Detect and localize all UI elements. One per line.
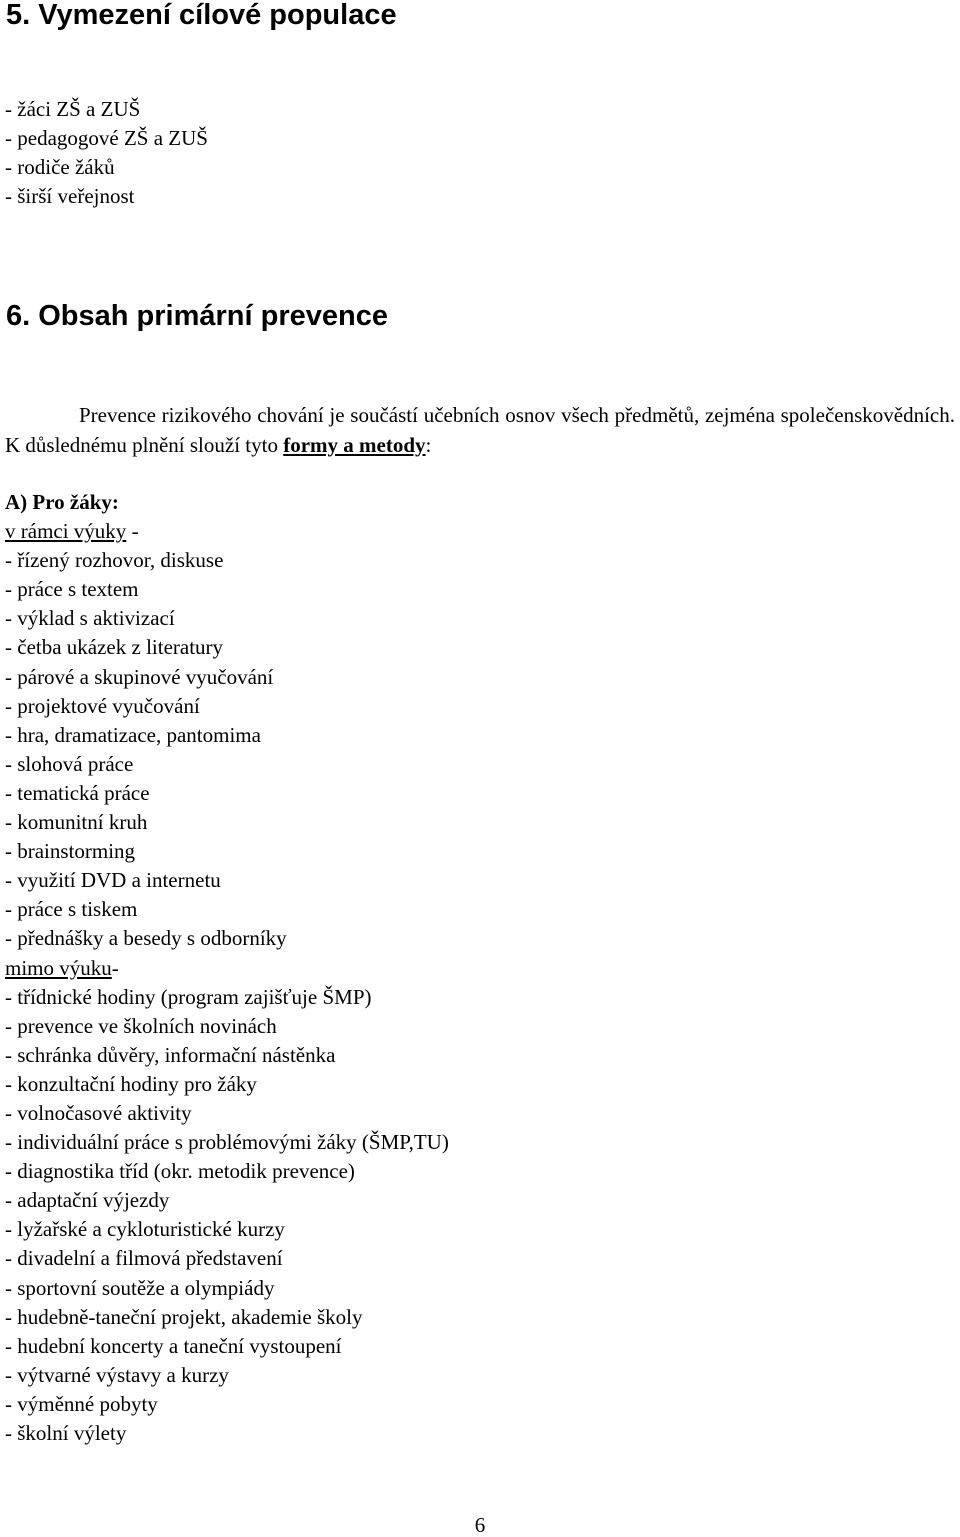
list-item: - brainstorming <box>5 839 136 864</box>
list-item: - výměnné pobyty <box>5 1391 158 1416</box>
in-class-subheading <box>5 517 449 546</box>
pupils-section <box>5 488 449 1448</box>
list-item: - výklad s aktivizací <box>5 606 175 631</box>
list-item: - využití DVD a internetu <box>5 868 221 893</box>
in-class-label: v rámci výuky <box>5 519 127 544</box>
list-item: - školní výlety <box>5 1421 127 1445</box>
list-item: - konzultační hodiny pro žáky <box>5 1071 257 1096</box>
list-item: - širší veřejnost <box>5 184 135 209</box>
list-item: - žáci ZŠ a ZUŠ <box>5 97 141 121</box>
outside-class-subheading <box>5 954 449 983</box>
in-class-suffix: - <box>126 519 139 544</box>
pupils-heading: A) Pro žáky: <box>5 490 119 514</box>
list-item: - řízený rozhovor, diskuse <box>5 548 224 573</box>
section-5-heading: 5. Vymezení cílové populace <box>6 0 397 31</box>
list-item: - výtvarné výstavy a kurzy <box>5 1362 229 1387</box>
list-item: - hudební koncerty a taneční vystoupení <box>5 1333 342 1358</box>
list-item: - četba ukázek z literatury <box>5 635 224 660</box>
list-item: - tematická práce <box>5 780 150 805</box>
list-item: - sportovní soutěže a olympiády <box>5 1275 275 1300</box>
list-item: - párové a skupinové vyučování <box>5 664 274 689</box>
forms-methods-emphasis: formy a metody <box>283 432 426 457</box>
list-item: - divadelní a filmová představení <box>5 1246 283 1271</box>
outside-class-suffix: - <box>111 955 119 980</box>
target-population-list <box>5 95 208 211</box>
list-item: - třídnické hodiny (program zajišťuje ŠMP) <box>5 984 372 1009</box>
list-item: - individuální práce s problémovými žáky (ŠMP,TU) <box>5 1130 449 1155</box>
list-item: - práce s tiskem <box>5 897 138 922</box>
list-item: - projektové vyučování <box>5 693 200 718</box>
list-item: - volnočasové aktivity <box>5 1100 192 1125</box>
intro-paragraph <box>5 401 955 460</box>
list-item: - hudebně-taneční projekt, akademie školy <box>5 1304 363 1329</box>
section-6-heading: 6. Obsah primární prevence <box>6 300 388 332</box>
list-item: - diagnostika tříd (okr. metodik prevence) <box>5 1159 355 1184</box>
list-item: - hra, dramatizace, pantomima <box>5 722 261 747</box>
list-item: - lyžařské a cykloturistické kurzy <box>5 1217 285 1242</box>
list-item: - slohová práce <box>5 751 134 776</box>
outside-class-label: mimo výuku <box>5 955 112 980</box>
list-item: - komunitní kruh <box>5 810 148 835</box>
paragraph-text: Prevence rizikového chování je součástí učebních osnov všech předmětů, zejména společenskovědních. K důslednému plnění slouží tyto <box>5 403 955 457</box>
list-item: - adaptační výjezdy <box>5 1188 170 1213</box>
list-item: - pedagogové ZŠ a ZUŠ <box>5 126 208 151</box>
list-item: - prevence ve školních novinách <box>5 1013 277 1038</box>
list-item: - schránka důvěry, informační nástěnka <box>5 1042 336 1067</box>
page-number: 6 <box>474 1513 486 1537</box>
list-item: - rodiče žáků <box>5 155 115 180</box>
list-item: - přednášky a besedy s odborníky <box>5 926 287 951</box>
paragraph-end: : <box>425 432 432 457</box>
list-item: - práce s textem <box>5 577 139 602</box>
